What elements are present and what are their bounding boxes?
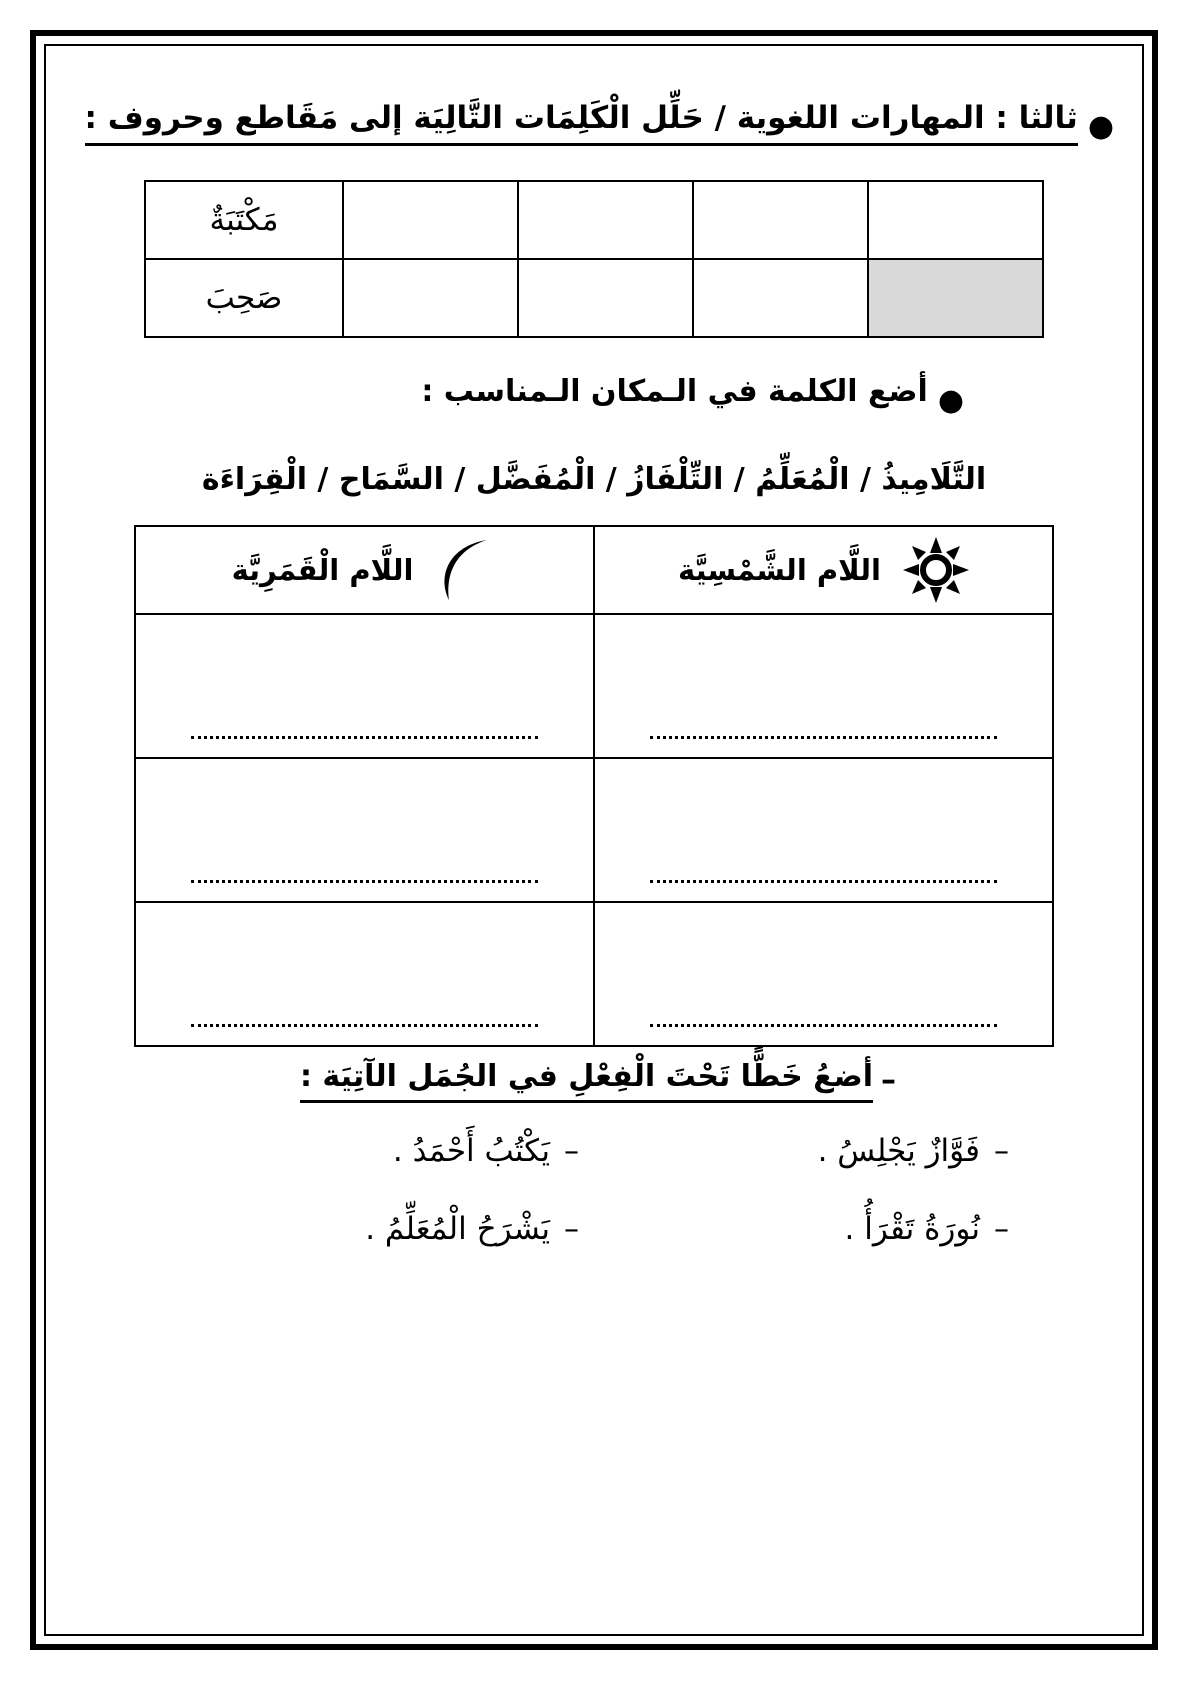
section2-heading: أضع الكلمة في الـمكان الـمناسب : <box>421 373 928 409</box>
bullet-icon: ● <box>937 382 964 418</box>
table-header-row <box>135 526 1053 614</box>
syllable-cell-blank[interactable] <box>518 181 693 259</box>
moon-icon <box>435 534 497 606</box>
section2-heading-row <box>72 372 1116 416</box>
answer-cell-shamsiyya[interactable] <box>594 902 1053 1046</box>
dotted-line <box>191 880 538 883</box>
table-row <box>135 758 1053 902</box>
sentence-row <box>154 1211 1034 1247</box>
header-label-qamariyya: اللَّام الْقَمَرِيَّة <box>231 552 414 587</box>
dotted-line <box>650 880 997 883</box>
syllable-cell-blank[interactable] <box>343 259 518 337</box>
sentence-text[interactable]: يَكْتُبُ أَحْمَدُ . <box>392 1133 550 1170</box>
sentence-row <box>154 1133 1034 1169</box>
sentence-dash-icon: – <box>564 1212 579 1248</box>
syllable-word: صَحِبَ <box>145 259 343 337</box>
dotted-line <box>650 736 997 739</box>
answer-cell-qamariyya[interactable] <box>135 902 594 1046</box>
dotted-line <box>191 1024 538 1027</box>
syllable-cell-blank[interactable] <box>518 259 693 337</box>
sentence-text[interactable]: نُورَةُ تَقْرَأُ . <box>844 1211 980 1248</box>
header-cell-shamsiyya <box>594 526 1053 614</box>
section3-heading: أضعُ خَطًّا تَحْتَ الْفِعْلِ في الجُمَل الآتِيَة : <box>300 1057 873 1104</box>
table-row <box>135 902 1053 1046</box>
syllable-table <box>144 180 1044 338</box>
page-inner-border <box>44 44 1144 1636</box>
header-label-shamsiyya: اللَّام الشَّمْسِيَّة <box>678 552 881 587</box>
dotted-line <box>191 736 538 739</box>
sentence-item <box>609 1133 1009 1169</box>
word-bank: التَّلَامِيذُ / الْمُعَلِّمُ / التِّلْفَازُ / الْمُفَضَّل / السَّمَاح / الْقِرَاءَة <box>201 461 987 497</box>
answer-cell-shamsiyya[interactable] <box>594 758 1053 902</box>
sentence-text[interactable]: يَشْرَحُ الْمُعَلِّمُ . <box>365 1211 550 1248</box>
page-outer-border <box>30 30 1158 1650</box>
sentence-list <box>154 1133 1034 1247</box>
lam-classification-table <box>134 525 1054 1047</box>
sentence-item <box>609 1211 1009 1247</box>
page-content <box>72 56 1116 1624</box>
table-row <box>145 259 1043 337</box>
sentence-text[interactable]: فَوَّازٌ يَجْلِسُ . <box>817 1133 980 1170</box>
table-row <box>145 181 1043 259</box>
syllable-cell-shaded <box>868 259 1043 337</box>
sentence-dash-icon: – <box>994 1212 1009 1248</box>
section1-heading: ثالثا : المهارات اللغوية / حَلِّل الْكَلِمَات التَّالِيَة إلى مَقَاطع وحروف : <box>85 98 1078 146</box>
sentence-item <box>179 1211 609 1247</box>
bullet-icon: ● <box>1087 109 1114 144</box>
sun-icon <box>903 537 969 603</box>
answer-cell-qamariyya[interactable] <box>135 758 594 902</box>
answer-cell-shamsiyya[interactable] <box>594 614 1053 758</box>
syllable-cell-blank[interactable] <box>693 259 868 337</box>
section1-heading-row <box>72 98 1116 146</box>
syllable-cell-blank[interactable] <box>693 181 868 259</box>
sentence-dash-icon: – <box>994 1134 1009 1170</box>
dash-marker-icon: – <box>881 1062 896 1098</box>
syllable-cell-blank[interactable] <box>868 181 1043 259</box>
sentence-item <box>179 1133 609 1169</box>
syllable-word: مَكْتَبَةٌ <box>145 181 343 259</box>
sentence-dash-icon: – <box>564 1134 579 1170</box>
dotted-line <box>650 1024 997 1027</box>
header-cell-qamariyya <box>135 526 594 614</box>
section3-heading-row <box>72 1057 1116 1104</box>
answer-cell-qamariyya[interactable] <box>135 614 594 758</box>
table-row <box>135 614 1053 758</box>
syllable-cell-blank[interactable] <box>343 181 518 259</box>
